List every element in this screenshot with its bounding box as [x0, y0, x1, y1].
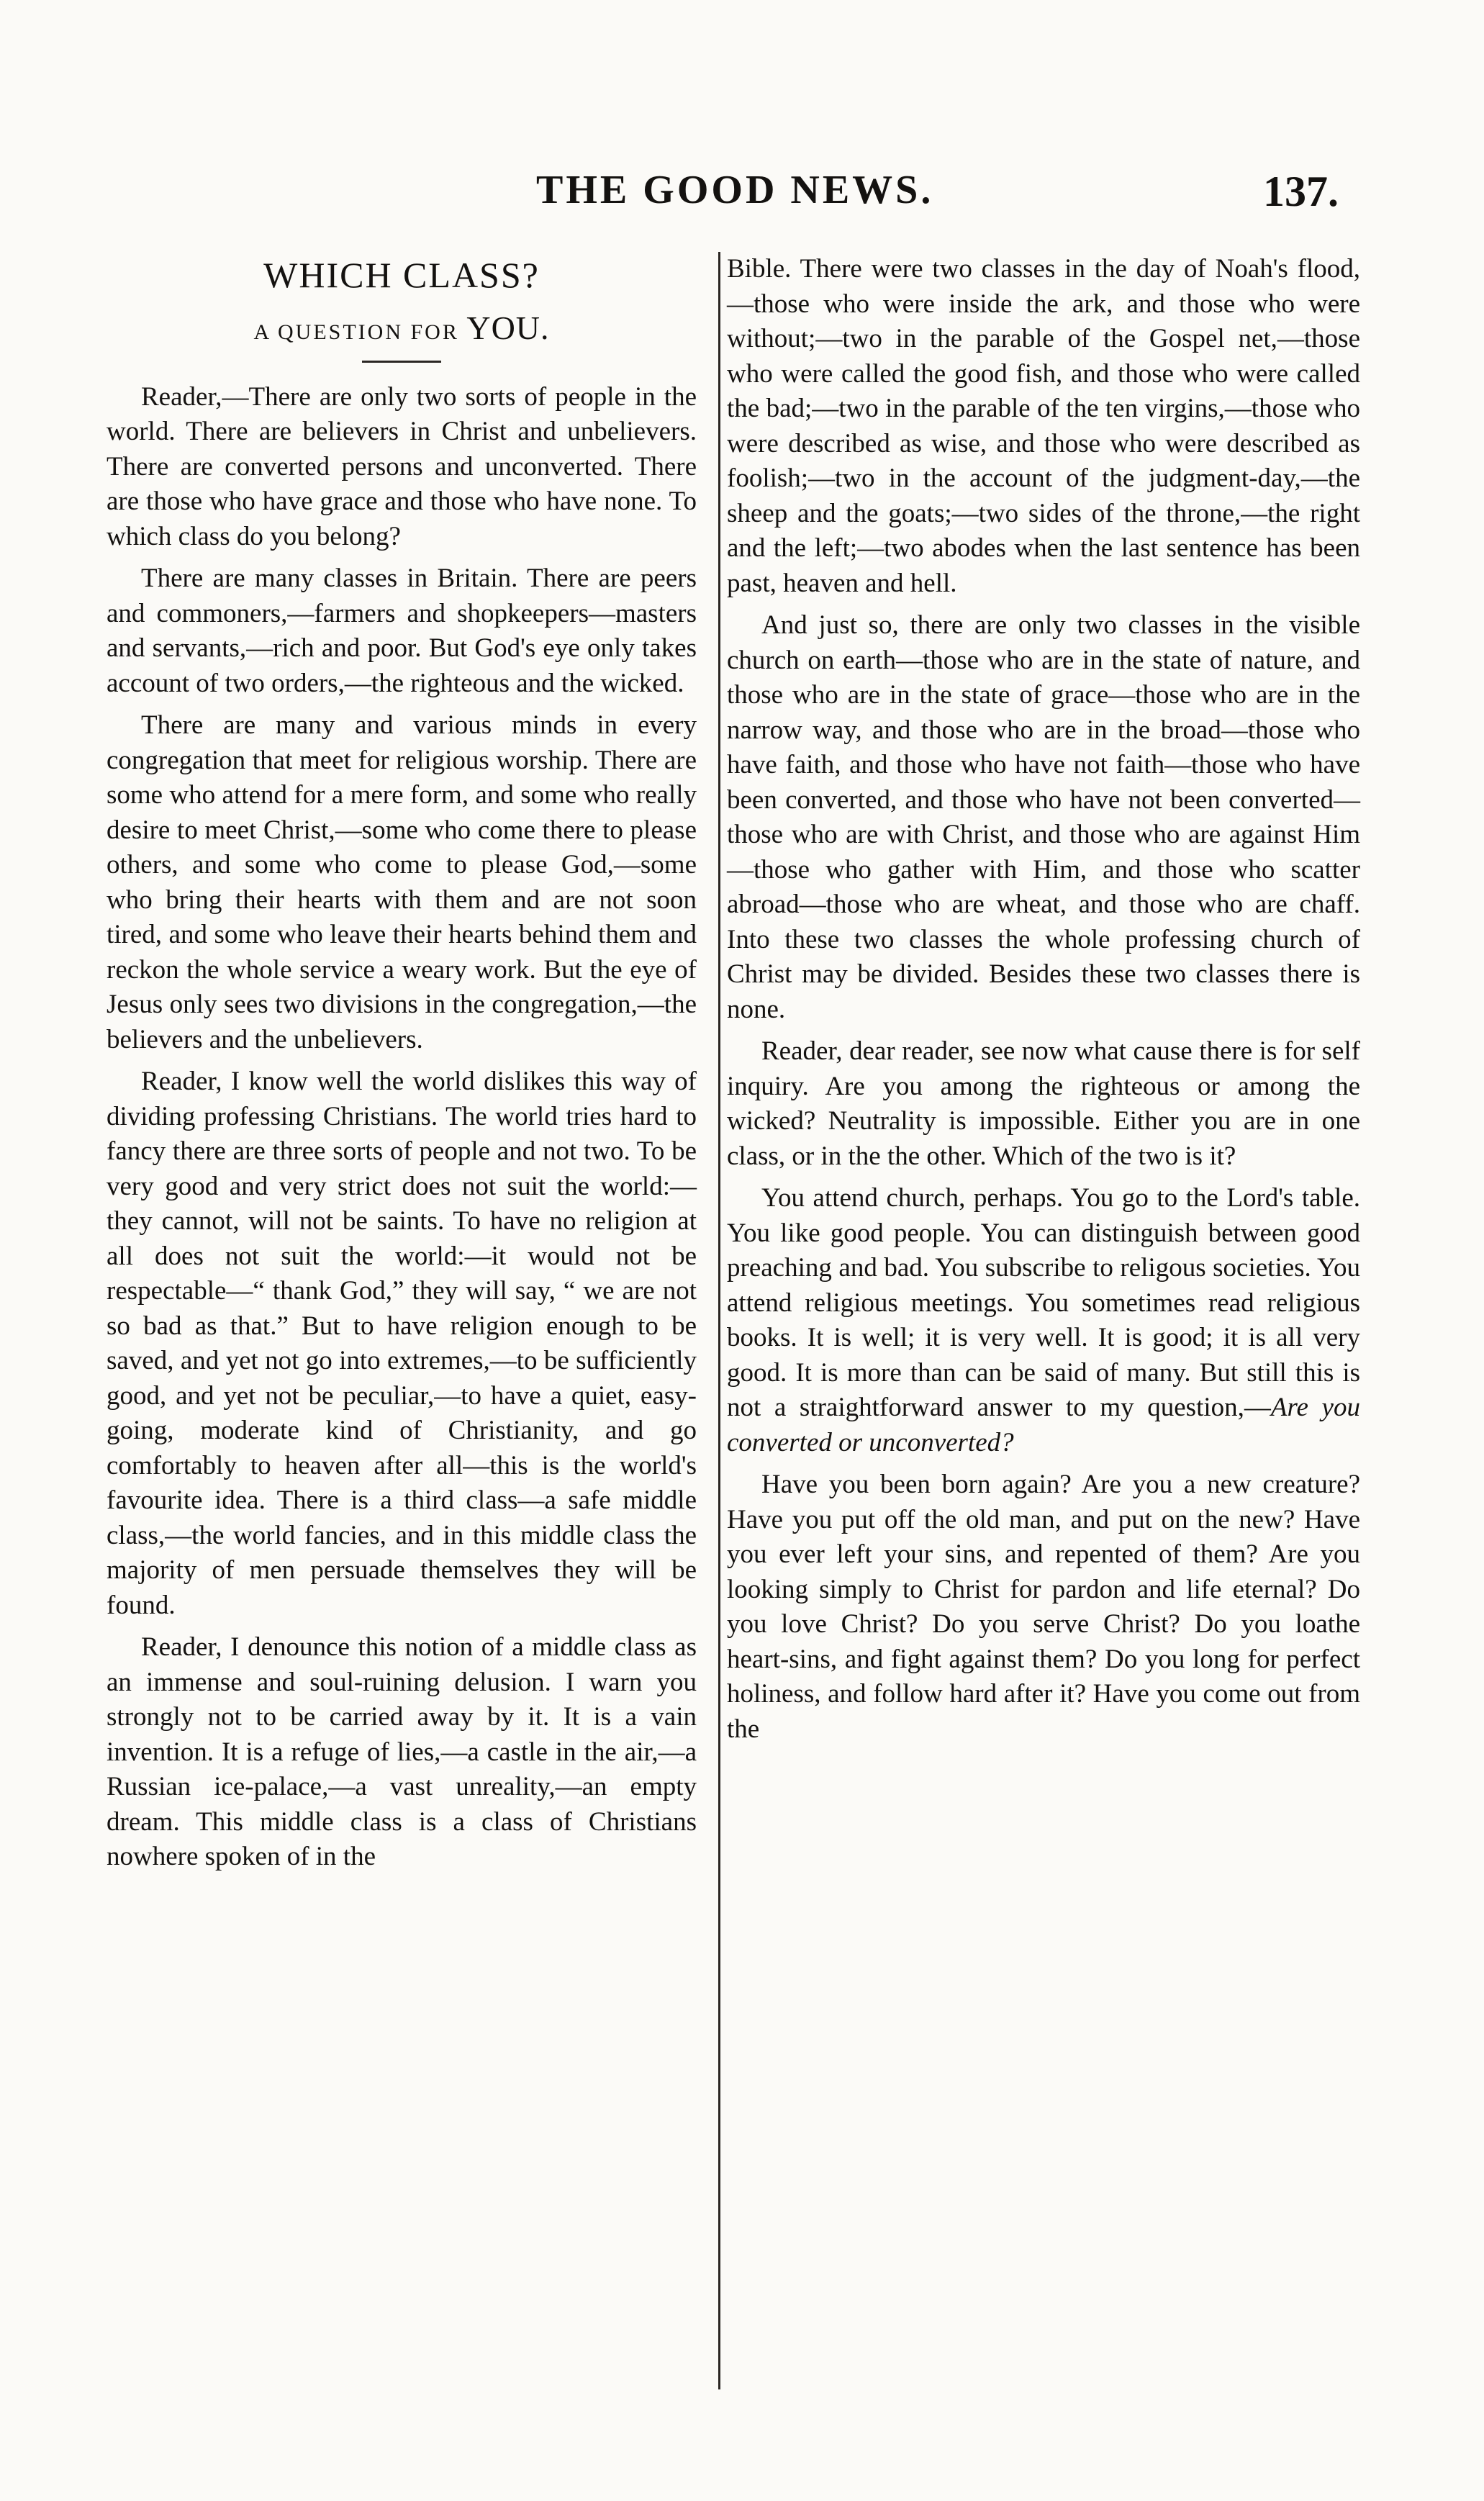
left-paragraph-5: Reader, I denounce this notion of a middle class as an immense and soul-ruining delusion. I warn you strongly not to be carried away by it. It is a vain invention. It is a refuge of lies,—a castle in the air,—a Russian ice-palace,—a vast unreality,—an empty dream. This middle class is a class of Christians nowhere spoken of in the [107, 1632, 697, 1871]
right-column [727, 252, 1360, 1747]
left-column [107, 252, 697, 1875]
right-paragraph-1: Bible. There were two classes in the day of Noah's flood,—those who were inside the ark, and those who were without;—two in the parable of the Gospel net,—those who were called the good fish, and those who were called the bad;—two in the parable of the ten virgins,—those who were described as wise, and those who were described as foolish;—two in the account of the judgment-day,—the sheep and the goats;—two sides of the throne,—the right and the left;—two abodes when the last sentence has been past, heaven and hell. [727, 254, 1360, 598]
left-paragraph-4: Reader, I know well the world dislikes this way of dividing professing Christians. The world tries hard to fancy there are three sorts of people and not two. To be very good and very strict does not suit the world:—they cannot, will not be saints. To have no religion at all does not suit the world:—it would not be respectable—“ thank God,” they will say, “ we are not so bad as that.” But to have religion enough to be saved, and yet not go into extremes,—to be sufficiently good, and yet not be peculiar,—to have a quiet, easy-going, moderate kind of Christianity, and go comfortably to heaven after all—this is the world's favourite idea. There is a third class—a safe middle class,—the world fancies, and in this middle class the majority of men persuade themselves they will be found. [107, 1067, 697, 1620]
right-paragraph-2: And just so, there are only two classes in the visible church on earth—those who are in the state of nature, and those who are in the state of grace—those who are in the narrow way, and those who are in the broad—those who have faith, and those who have not faith—those who have been converted, and those who have not been converted—those who are with Christ, and those who are against Him—those who gather with Him, and those who scatter abroad—those who are wheat, and those who are chaff. Into these two classes the whole professing church of Christ may be divided. Besides these two classes there is none. [727, 610, 1360, 1024]
running-head [0, 167, 1484, 232]
subtitle-you: YOU. [466, 309, 550, 346]
right-paragraph-4-text: You attend church, perhaps. You go to the Lord's table. You like good people. You can distinguish between good preaching and bad. You subscribe to religous societies. You attend religious meetings. You sometimes read religious books. It is well; it is very well. It is good; it is all very good. It is more than can be said of many. But still this is not a straightforward answer to my question,— [727, 1183, 1360, 1422]
column-divider [718, 252, 720, 2389]
right-paragraph-3: Reader, dear reader, see now what cause there is for self inquiry. Are you among the righteous or among the wicked? Neutrality is impossible. Either you are in one class, or in the the other. Which of the two is it? [727, 1036, 1360, 1171]
left-paragraph-1: Reader,—There are only two sorts of people in the world. There are believers in Christ and unbelievers. There are converted persons and unconverted. There are those who have grace and those who have none. To which class do you belong? [107, 381, 697, 551]
left-paragraph-3: There are many and various minds in every congregation that meet for religious worship. There are some who attend for a mere form, and some who really desire to meet Christ,—some who come there to please others, and some who come to please God,—some who bring their hearts with them and are not soon tired, and some who leave their hearts behind them and reckon the whole service a weary work. But the eye of Jesus only sees two divisions in the congregation,—the believers and the unbelievers. [107, 710, 697, 1054]
right-paragraph-4 [727, 1181, 1360, 1460]
article-subtitle [107, 311, 697, 350]
right-paragraph-4-question: Are you converted or unconverted? [727, 1393, 1360, 1457]
right-paragraph-5: Have you been born again? Are you a new creature? Have you put off the old man, and put on the new? Have you ever left your sins, and repented of them? Are you looking simply to Christ for pardon and life eternal? Do you love Christ? Do you serve Christ? Do you loathe heart-sins, and fight against them? Do you long for perfect holiness, and follow hard after it? Have you come out from the [727, 1470, 1360, 1744]
subtitle-lead: A QUESTION FOR [253, 320, 459, 344]
article-title: WHICH CLASS? [263, 255, 540, 295]
page-number: 137. [1263, 168, 1339, 215]
title-rule [362, 361, 441, 363]
left-paragraph-2: There are many classes in Britain. There are peers and commoners,—farmers and shopkeepers—masters and servants,—rich and poor. But God's eye only takes account of two orders,—the righteous and the wicked. [107, 564, 697, 698]
running-title: THE GOOD NEWS. [536, 168, 934, 212]
